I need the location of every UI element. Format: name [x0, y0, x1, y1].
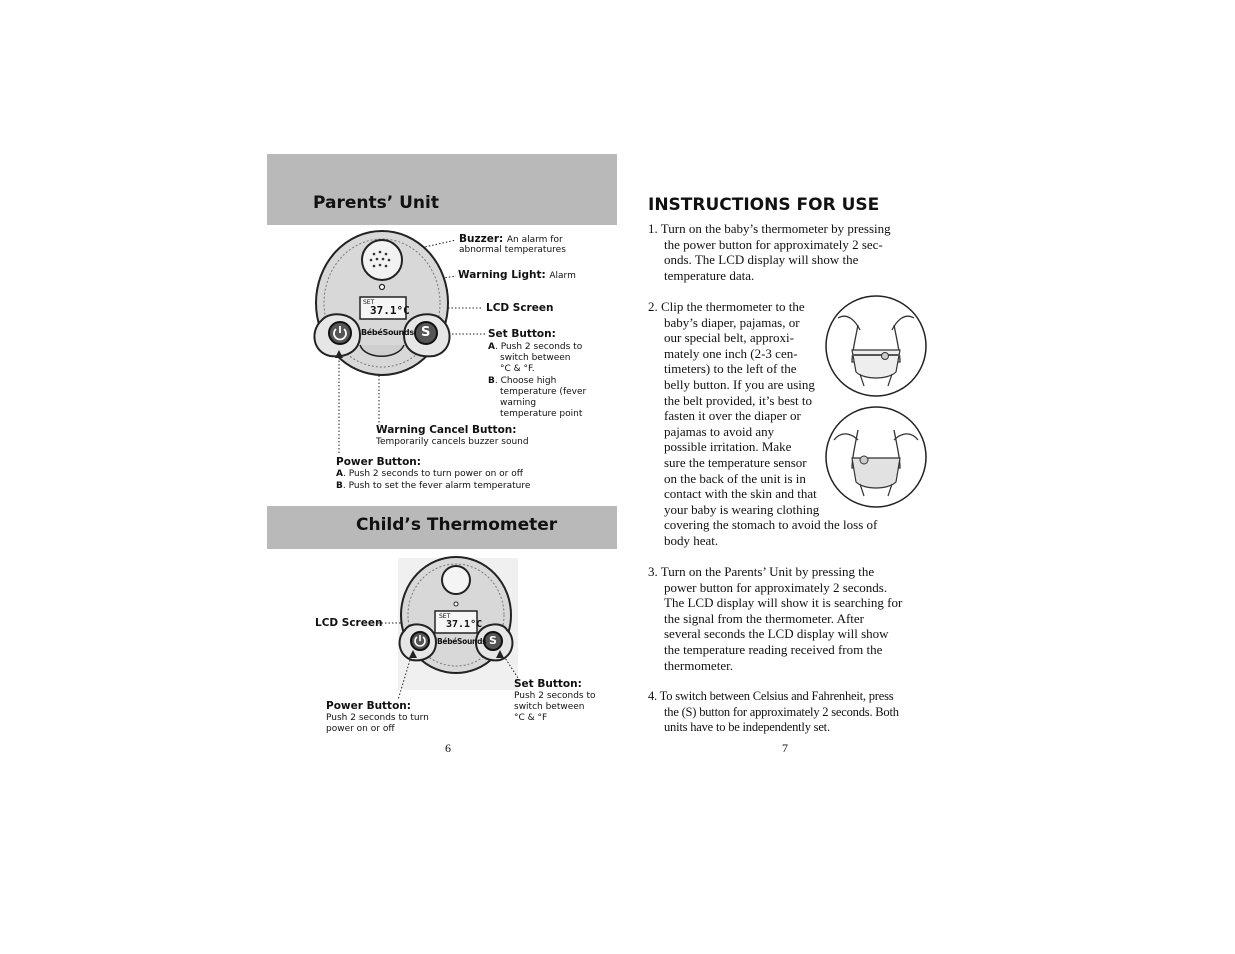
- warning-cancel-label: Warning Cancel Button:: [376, 424, 517, 436]
- child-lcd-temperature-reading: 37.1°C: [446, 619, 483, 630]
- set-b-line2: temperature (fever: [500, 387, 587, 397]
- brand-logo: BébéSounds: [361, 328, 414, 337]
- power-button-option-a: A. Push 2 seconds to turn power on or off: [336, 469, 523, 479]
- child-set-desc-1: Push 2 seconds to: [514, 691, 596, 701]
- buzzer-description-line2: abnormal temperatures: [459, 245, 566, 255]
- set-a-line3: °C & °F.: [500, 364, 535, 374]
- lcd-screen-label: LCD Screen: [486, 302, 554, 314]
- instruction-step-1: 1. Turn on the baby’s thermometer by pressing the power button for approximately 2 sec- onds. The LCD display will show the temperature data.: [648, 221, 891, 283]
- instruction-step-2: 2. Clip the thermometer to the baby’s diaper, pajamas, or our special belt, approxi- mately one inch (2-3 cen- timeters) to the left of the belly button. If you are using the belt provided, it’s best to fasten it over the diaper or pajamas to avoid any possible irritation. Make sure the temperature sensor on the back of the unit is in contact with the skin and that your baby is wearing clothing covering the stomach to avoid the loss of body heat.: [648, 299, 878, 548]
- buzzer-description: An alarm for: [506, 235, 563, 245]
- child-set-desc-2: switch between: [514, 702, 585, 712]
- lcd-temperature-reading: 37.1°C: [370, 304, 410, 317]
- power-button-option-b: B. Push to set the fever alarm temperature: [336, 481, 531, 491]
- instruction-step-4: 4. To switch between Celsius and Fahrenheit, press the (S) button for approximately 2 seconds. Both units have to be independently set.: [648, 689, 899, 735]
- lcd-set-text: SET: [363, 299, 375, 306]
- child-power-button-label: Power Button:: [326, 700, 411, 712]
- set-a-line2: switch between: [500, 353, 571, 363]
- child-power-desc-1: Push 2 seconds to turn: [326, 713, 429, 723]
- s-button-label: S: [421, 325, 431, 340]
- set-button-option-a: A. Push 2 seconds to: [488, 342, 583, 352]
- warning-cancel-description: Temporarily cancels buzzer sound: [376, 437, 529, 447]
- childs-thermometer-title: Child’s Thermometer: [356, 515, 558, 535]
- left-page-number: 6: [445, 741, 451, 755]
- child-brand-logo: BébéSounds: [437, 637, 487, 646]
- right-page-number: 7: [782, 741, 788, 755]
- set-b-line4: temperature point: [500, 409, 583, 419]
- child-s-button-label: S: [489, 634, 497, 647]
- child-set-desc-3: °C & °F: [514, 713, 548, 723]
- power-button-label: Power Button:: [336, 456, 421, 468]
- child-lcd-screen-label: LCD Screen: [315, 617, 383, 629]
- set-b-line3: warning: [500, 398, 537, 408]
- child-lcd-set-text: SET: [439, 613, 451, 620]
- buzzer-label: Buzzer: An alarm for: [459, 233, 563, 245]
- parents-unit-title: Parents’ Unit: [313, 193, 439, 213]
- set-button-option-b: B. Choose high: [488, 376, 557, 386]
- warning-light-label: Warning Light: Alarm: [458, 269, 576, 281]
- instructions-title: INSTRUCTIONS FOR USE: [648, 195, 880, 215]
- set-button-label: Set Button:: [488, 328, 556, 340]
- warning-light-description: Alarm: [549, 271, 576, 281]
- child-set-button-label: Set Button:: [514, 678, 582, 690]
- child-power-desc-2: power on or off: [326, 724, 395, 734]
- instruction-step-3: 3. Turn on the Parents’ Unit by pressing the power button for approximately 2 seconds. The LCD display will show it is searching for the signal from the thermometer. After several seconds the LCD display will show the temperature reading received from the thermometer.: [648, 564, 903, 673]
